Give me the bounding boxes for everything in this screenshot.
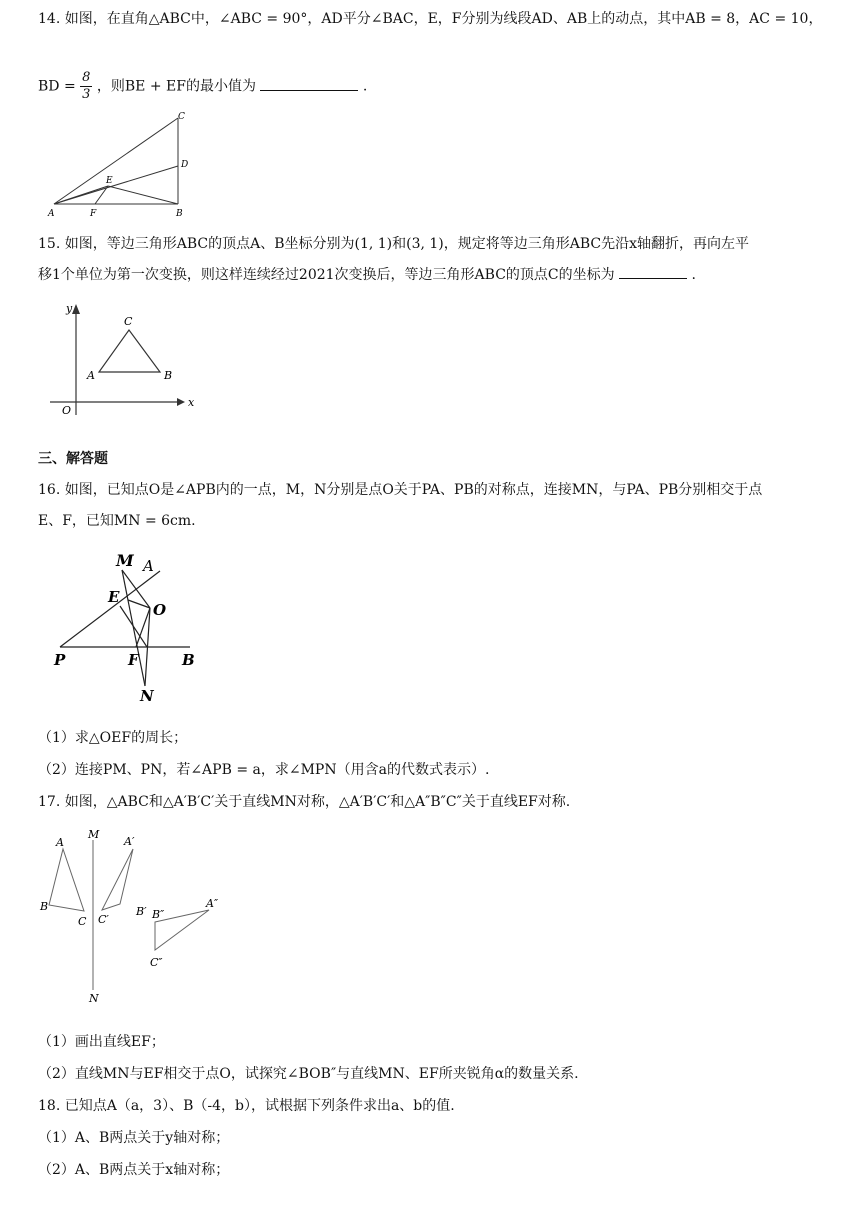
q14-bd-prefix: BD =: [38, 78, 76, 95]
q14-bd-numerator: 8: [82, 70, 91, 85]
q16-line1: 16. 如图，已知点O是∠APB内的一点，M，N分别是点O关于PA、PB的对称点，连接MN，与PA、PB分别相交于点: [38, 482, 763, 498]
q15-answer-blank[interactable]: [619, 264, 687, 279]
q16-label-M: M: [116, 551, 134, 570]
q16-line2: E、F，已知MN = 6cm.: [38, 513, 196, 529]
q15-label-C: C: [124, 315, 133, 328]
q16-label-A: A: [143, 557, 154, 575]
q17-label-B1: B′: [136, 905, 147, 918]
q17-label-B: B: [40, 900, 49, 913]
q15-label-O: O: [62, 404, 72, 417]
q15-label-A: A: [87, 369, 95, 382]
q16-sub2: （2）连接PM、PN，若∠APB = a，求∠MPN（用含a的代数式表示）.: [38, 762, 490, 778]
q14-label-F: F: [90, 209, 97, 219]
q17-label-B2: B″: [152, 908, 165, 921]
q15-figure: [42, 300, 202, 420]
q14-label-B: B: [176, 209, 183, 219]
q14-label-A: A: [48, 209, 55, 219]
q17-label-C: C: [78, 915, 87, 928]
q17-label-A: A: [56, 836, 64, 849]
q18-sub2: （2）A、B两点关于x轴对称；: [38, 1162, 230, 1178]
q15-line2: [38, 264, 696, 284]
q17-line1: 17. 如图，△ABC和△A′B′C′关于直线MN对称，△A′B′C′和△A″B″C″关于直线EF对称.: [38, 794, 571, 810]
q14-line2: [38, 70, 367, 103]
q14-bd-denominator: 3: [82, 87, 91, 102]
q14-answer-blank[interactable]: [260, 76, 358, 91]
q17-label-A2: A″: [206, 897, 219, 910]
q14-label-C: C: [178, 112, 185, 122]
q17-label-N: N: [89, 992, 99, 1005]
q16-label-E: E: [108, 588, 120, 606]
q17-label-M: M: [88, 828, 100, 841]
q16-label-P: P: [54, 651, 66, 669]
q16-label-N: N: [140, 687, 154, 705]
q15-line2-text: 移1个单位为第一次变换，则这样连续经过2021次变换后，等边三角形ABC的顶点C的坐标为: [38, 267, 615, 283]
q14-figure: [40, 108, 200, 220]
q17-label-A1: A′: [124, 835, 135, 848]
q15-line2-end: .: [691, 267, 696, 283]
q17-figure: [38, 826, 238, 1008]
q14-line2-suffix: ，则BE + EF的最小值为: [96, 78, 256, 95]
q15-label-x: x: [188, 396, 195, 409]
q16-sub1: （1）求△OEF的周长；: [38, 730, 188, 746]
q17-label-C2: C″: [150, 956, 163, 969]
q16-label-B: B: [182, 651, 195, 669]
q16-figure: [48, 548, 208, 706]
q16-label-O: O: [153, 601, 167, 619]
q14-bd-fraction: [80, 70, 92, 103]
q14-label-D: D: [181, 160, 189, 170]
q15-label-B: B: [164, 369, 173, 382]
q14-label-E: E: [106, 176, 113, 186]
q16-label-F: F: [128, 651, 139, 669]
q18-sub1: （1）A、B两点关于y轴对称；: [38, 1130, 230, 1146]
q17-label-C1: C′: [98, 913, 109, 926]
q14-line1: 14. 如图，在直角△ABC中，∠ABC = 90°，AD平分∠BAC，E，F分别为线段AD、AB上的动点，其中AB = 8，AC = 10，: [38, 11, 823, 27]
q15-label-y: y: [66, 302, 73, 315]
q14-line2-end: .: [362, 78, 368, 95]
q18-line1: 18. 已知点A（a，3）、B（-4，b），试根据下列条件求出a、b的值.: [38, 1098, 455, 1114]
q17-sub2: （2）直线MN与EF相交于点O，试探究∠BOB″与直线MN、EF所夹锐角α的数量关系.: [38, 1066, 579, 1082]
q15-line1: 15. 如图，等边三角形ABC的顶点A、B坐标分别为(1, 1)和(3, 1)，规定将等边三角形ABC先沿x轴翻折，再向左平: [38, 236, 750, 252]
section-heading: 三、解答题: [38, 451, 108, 467]
q17-sub1: （1）画出直线EF；: [38, 1034, 165, 1050]
